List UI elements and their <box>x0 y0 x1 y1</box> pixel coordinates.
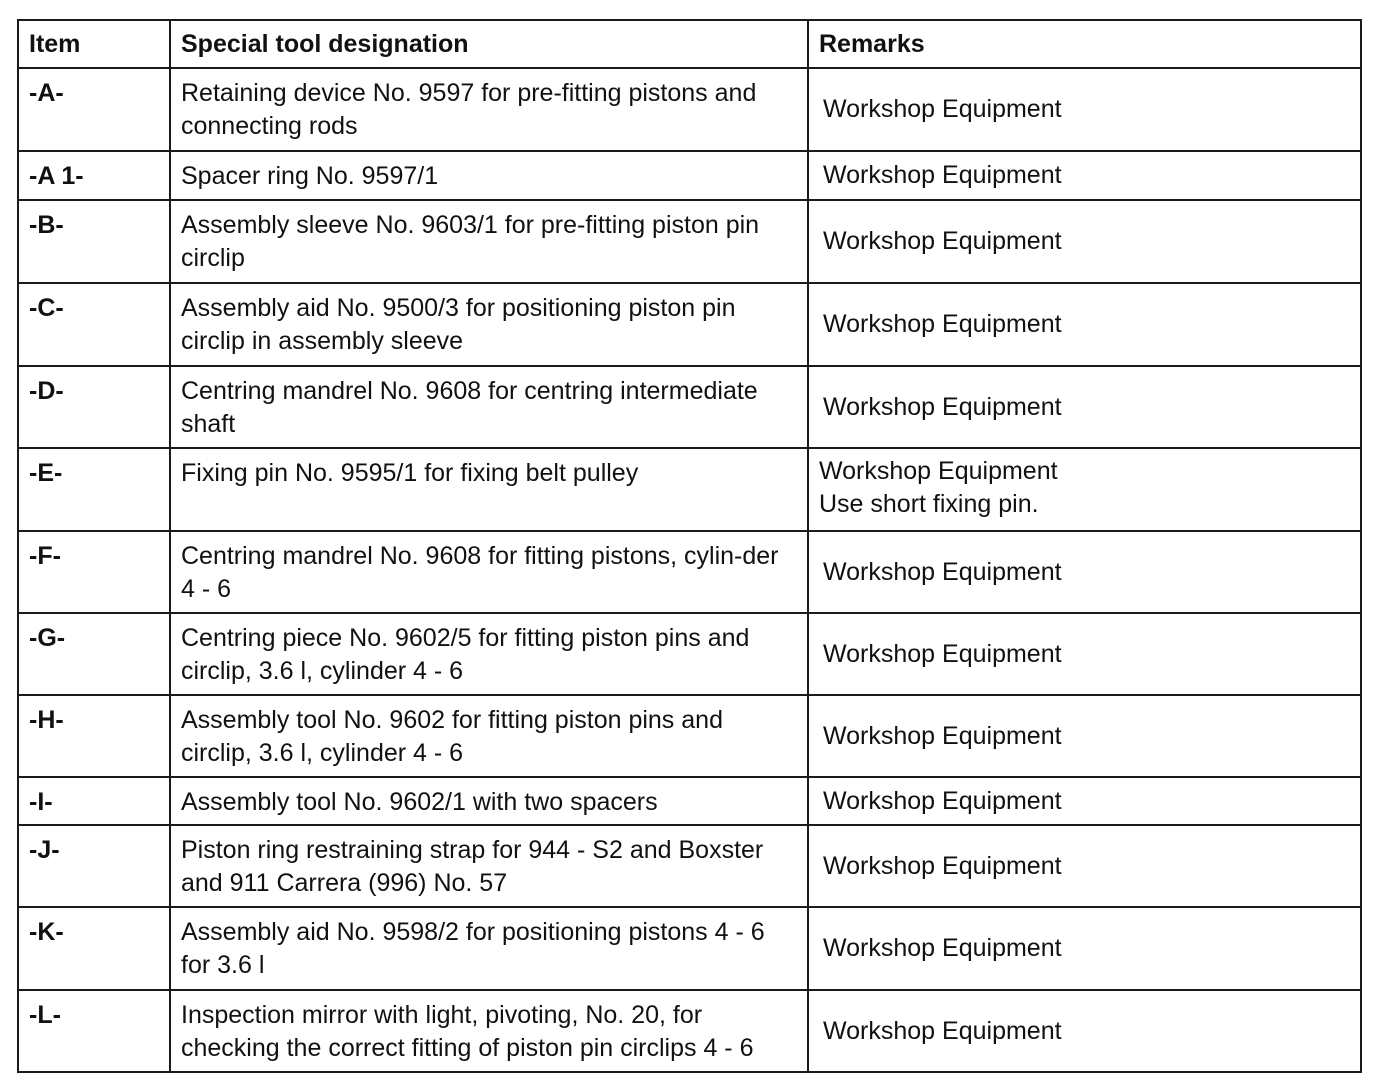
remark-cell: Workshop Equipment <box>808 68 1361 151</box>
remark-cell: Workshop Equipment <box>808 200 1361 283</box>
header-designation: Special tool designation <box>170 20 808 68</box>
table-row <box>18 695 1361 777</box>
item-cell: -H- <box>18 695 170 777</box>
item-cell: -E- <box>18 448 170 531</box>
designation-cell: Retaining device No. 9597 for pre-fitting pistons and connecting rods <box>170 68 808 151</box>
item-cell: -J- <box>18 825 170 907</box>
table-row <box>18 613 1361 695</box>
table-header-row <box>18 20 1361 68</box>
remark-cell: Workshop Equipment <box>808 777 1361 825</box>
table-row <box>18 531 1361 613</box>
item-cell: -D- <box>18 366 170 448</box>
remark-line: Workshop Equipment <box>819 457 1058 485</box>
designation-cell: Centring piece No. 9602/5 for fitting piston pins and circlip, 3.6 l, cylinder 4 - 6 <box>170 613 808 695</box>
remark-cell <box>808 448 1361 531</box>
remark-cell: Workshop Equipment <box>808 825 1361 907</box>
designation-cell: Spacer ring No. 9597/1 <box>170 151 808 200</box>
remark-cell: Workshop Equipment <box>808 613 1361 695</box>
item-cell: -B- <box>18 200 170 283</box>
designation-cell: Fixing pin No. 9595/1 for fixing belt pulley <box>170 448 808 531</box>
table-row <box>18 825 1361 907</box>
table-row <box>18 151 1361 200</box>
remark-cell: Workshop Equipment <box>808 531 1361 613</box>
remark-cell: Workshop Equipment <box>808 366 1361 448</box>
designation-cell: Assembly tool No. 9602 for fitting piston pins and circlip, 3.6 l, cylinder 4 - 6 <box>170 695 808 777</box>
item-cell: -I- <box>18 777 170 825</box>
table-row <box>18 990 1361 1072</box>
item-cell: -L- <box>18 990 170 1072</box>
designation-cell: Centring mandrel No. 9608 for centring intermediate shaft <box>170 366 808 448</box>
designation-cell: Assembly tool No. 9602/1 with two spacers <box>170 777 808 825</box>
table-row <box>18 68 1361 151</box>
remark-cell: Workshop Equipment <box>808 151 1361 200</box>
item-cell: -G- <box>18 613 170 695</box>
remark-cell: Workshop Equipment <box>808 695 1361 777</box>
remark-cell: Workshop Equipment <box>808 907 1361 990</box>
item-cell: -C- <box>18 283 170 366</box>
designation-cell: Assembly sleeve No. 9603/1 for pre-fitting piston pin circlip <box>170 200 808 283</box>
designation-cell: Centring mandrel No. 9608 for fitting pistons, cylin-der 4 - 6 <box>170 531 808 613</box>
table-row <box>18 366 1361 448</box>
table-row <box>18 777 1361 825</box>
designation-cell: Inspection mirror with light, pivoting, No. 20, for checking the correct fitting of piston pin circlips 4 - 6 <box>170 990 808 1072</box>
special-tools-table <box>17 19 1362 1073</box>
item-cell: -A- <box>18 68 170 151</box>
remark-cell: Workshop Equipment <box>808 990 1361 1072</box>
table-row <box>18 907 1361 990</box>
remark-cell: Workshop Equipment <box>808 283 1361 366</box>
item-cell: -K- <box>18 907 170 990</box>
table-row <box>18 283 1361 366</box>
designation-cell: Piston ring restraining strap for 944 - S2 and Boxster and 911 Carrera (996) No. 57 <box>170 825 808 907</box>
item-cell: -A 1- <box>18 151 170 200</box>
table-row <box>18 448 1361 531</box>
designation-cell: Assembly aid No. 9598/2 for positioning pistons 4 - 6 for 3.6 l <box>170 907 808 990</box>
item-cell: -F- <box>18 531 170 613</box>
table-row <box>18 200 1361 283</box>
header-remarks: Remarks <box>808 20 1361 68</box>
header-item: Item <box>18 20 170 68</box>
designation-cell: Assembly aid No. 9500/3 for positioning piston pin circlip in assembly sleeve <box>170 283 808 366</box>
remark-note: Use short fixing pin. <box>819 490 1039 518</box>
